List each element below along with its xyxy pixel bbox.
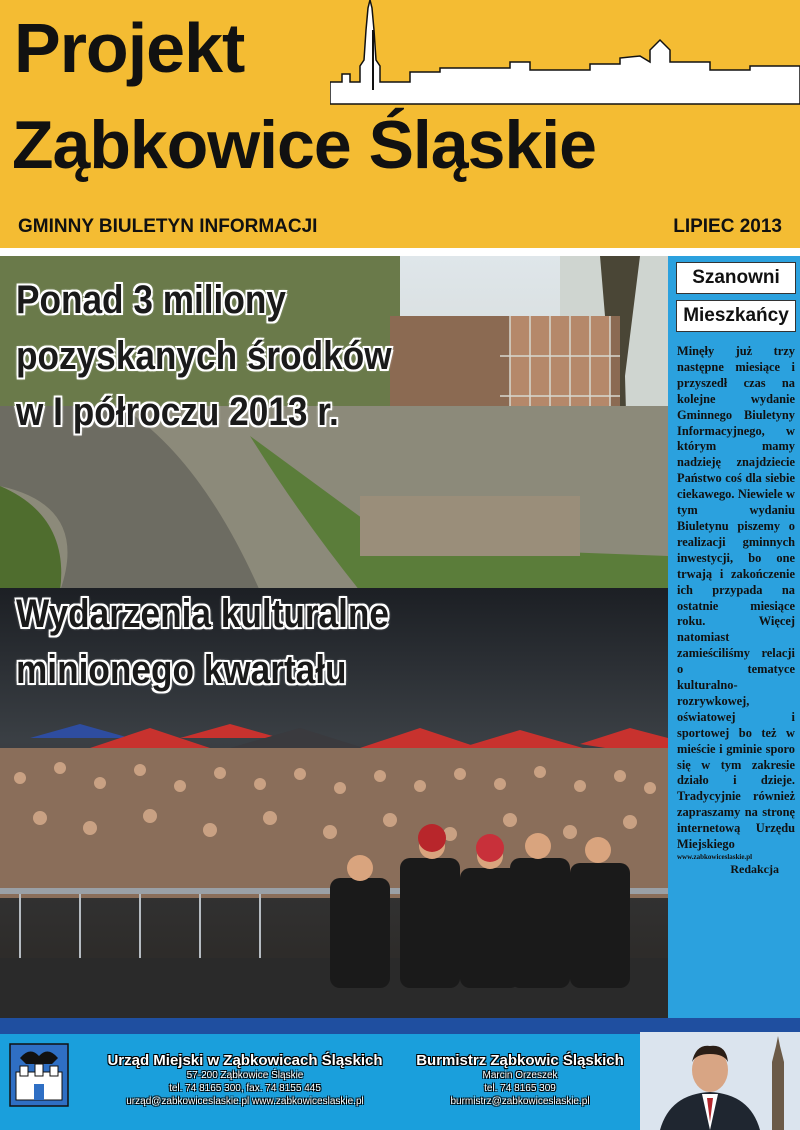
issue-date: LIPIEC 2013 xyxy=(673,216,782,237)
mayor-title: Burmistrz Ząbkowic Śląskich xyxy=(416,1052,624,1069)
headline-events xyxy=(16,586,389,698)
headline-funds-line2: pozyskanych środków xyxy=(16,334,392,378)
coat-of-arms-icon xyxy=(8,1042,70,1108)
headline-funds xyxy=(16,272,392,440)
sidebar-body-text: Minęły już trzy następne miesiące i przyszedł czas na kolejne wydanie Gminnego Biuletyny Informacyjnego, w którym mamy nadzieję znajdziecie Państwo coś dla siebie ciekawego. Niewiele w tym wydaniu Biuletynu piszemy o realizacji gminnych inwestycji, bo one trwają i zakończenie ich przypada na ostatnie miesiące roku. Więcej natomiast zamieściliśmy relacji o tematyce kulturalno-rozrywkowej, oświatowej i sportowej bo też w mieście i gminie sporo się w tym zakresie działo i dzieje. Tradycyjnie również zapraszamy na stronę internetową Urzędu Miejskiego xyxy=(677,344,795,852)
mayor-name: Marcin Orzeszek xyxy=(482,1070,558,1081)
headline-events-line2: minionego kwartału xyxy=(16,648,347,692)
masthead-title-line1: Projekt xyxy=(14,9,245,87)
town-office-contact xyxy=(90,1052,400,1108)
office-phone: tel. 74 8165 300, fax. 74 8155 445 xyxy=(169,1083,321,1094)
sidebar-body xyxy=(677,344,795,878)
bulletin-subtitle: GMINNY BIULETYN INFORMACJI xyxy=(18,216,318,237)
mayor-phone: tel. 74 8165 309 xyxy=(484,1083,556,1094)
sidebar-title-line2: Mieszkańcy xyxy=(676,300,796,332)
office-email-link[interactable]: urząd@zabkowiceslaskie.pl www.zabkowiceslaskie.pl xyxy=(126,1096,364,1107)
mayor-portrait xyxy=(640,1032,800,1130)
masthead-title-line2: Ząbkowice Śląskie xyxy=(12,107,596,183)
headline-funds-line1: Ponad 3 miliony xyxy=(16,278,286,322)
sidebar-url-link[interactable]: www.zabkowiceslaskie.pl xyxy=(677,853,753,861)
sidebar-title-line1: Szanowni xyxy=(676,262,796,294)
town-skyline-icon xyxy=(330,0,800,110)
headline-events-line1: Wydarzenia kulturalne xyxy=(16,592,389,636)
mayor-email-link[interactable]: burmistrz@zabkowiceslaskie.pl xyxy=(450,1096,590,1107)
mayor-contact xyxy=(400,1052,640,1108)
headline-funds-line3: w I półroczu 2013 r. xyxy=(16,390,339,434)
office-name: Urząd Miejski w Ząbkowicach Śląskich xyxy=(107,1052,383,1069)
sidebar-signature: Redakcja xyxy=(730,862,779,876)
office-address: 57-200 Ząbkowice Śląskie xyxy=(186,1070,304,1081)
